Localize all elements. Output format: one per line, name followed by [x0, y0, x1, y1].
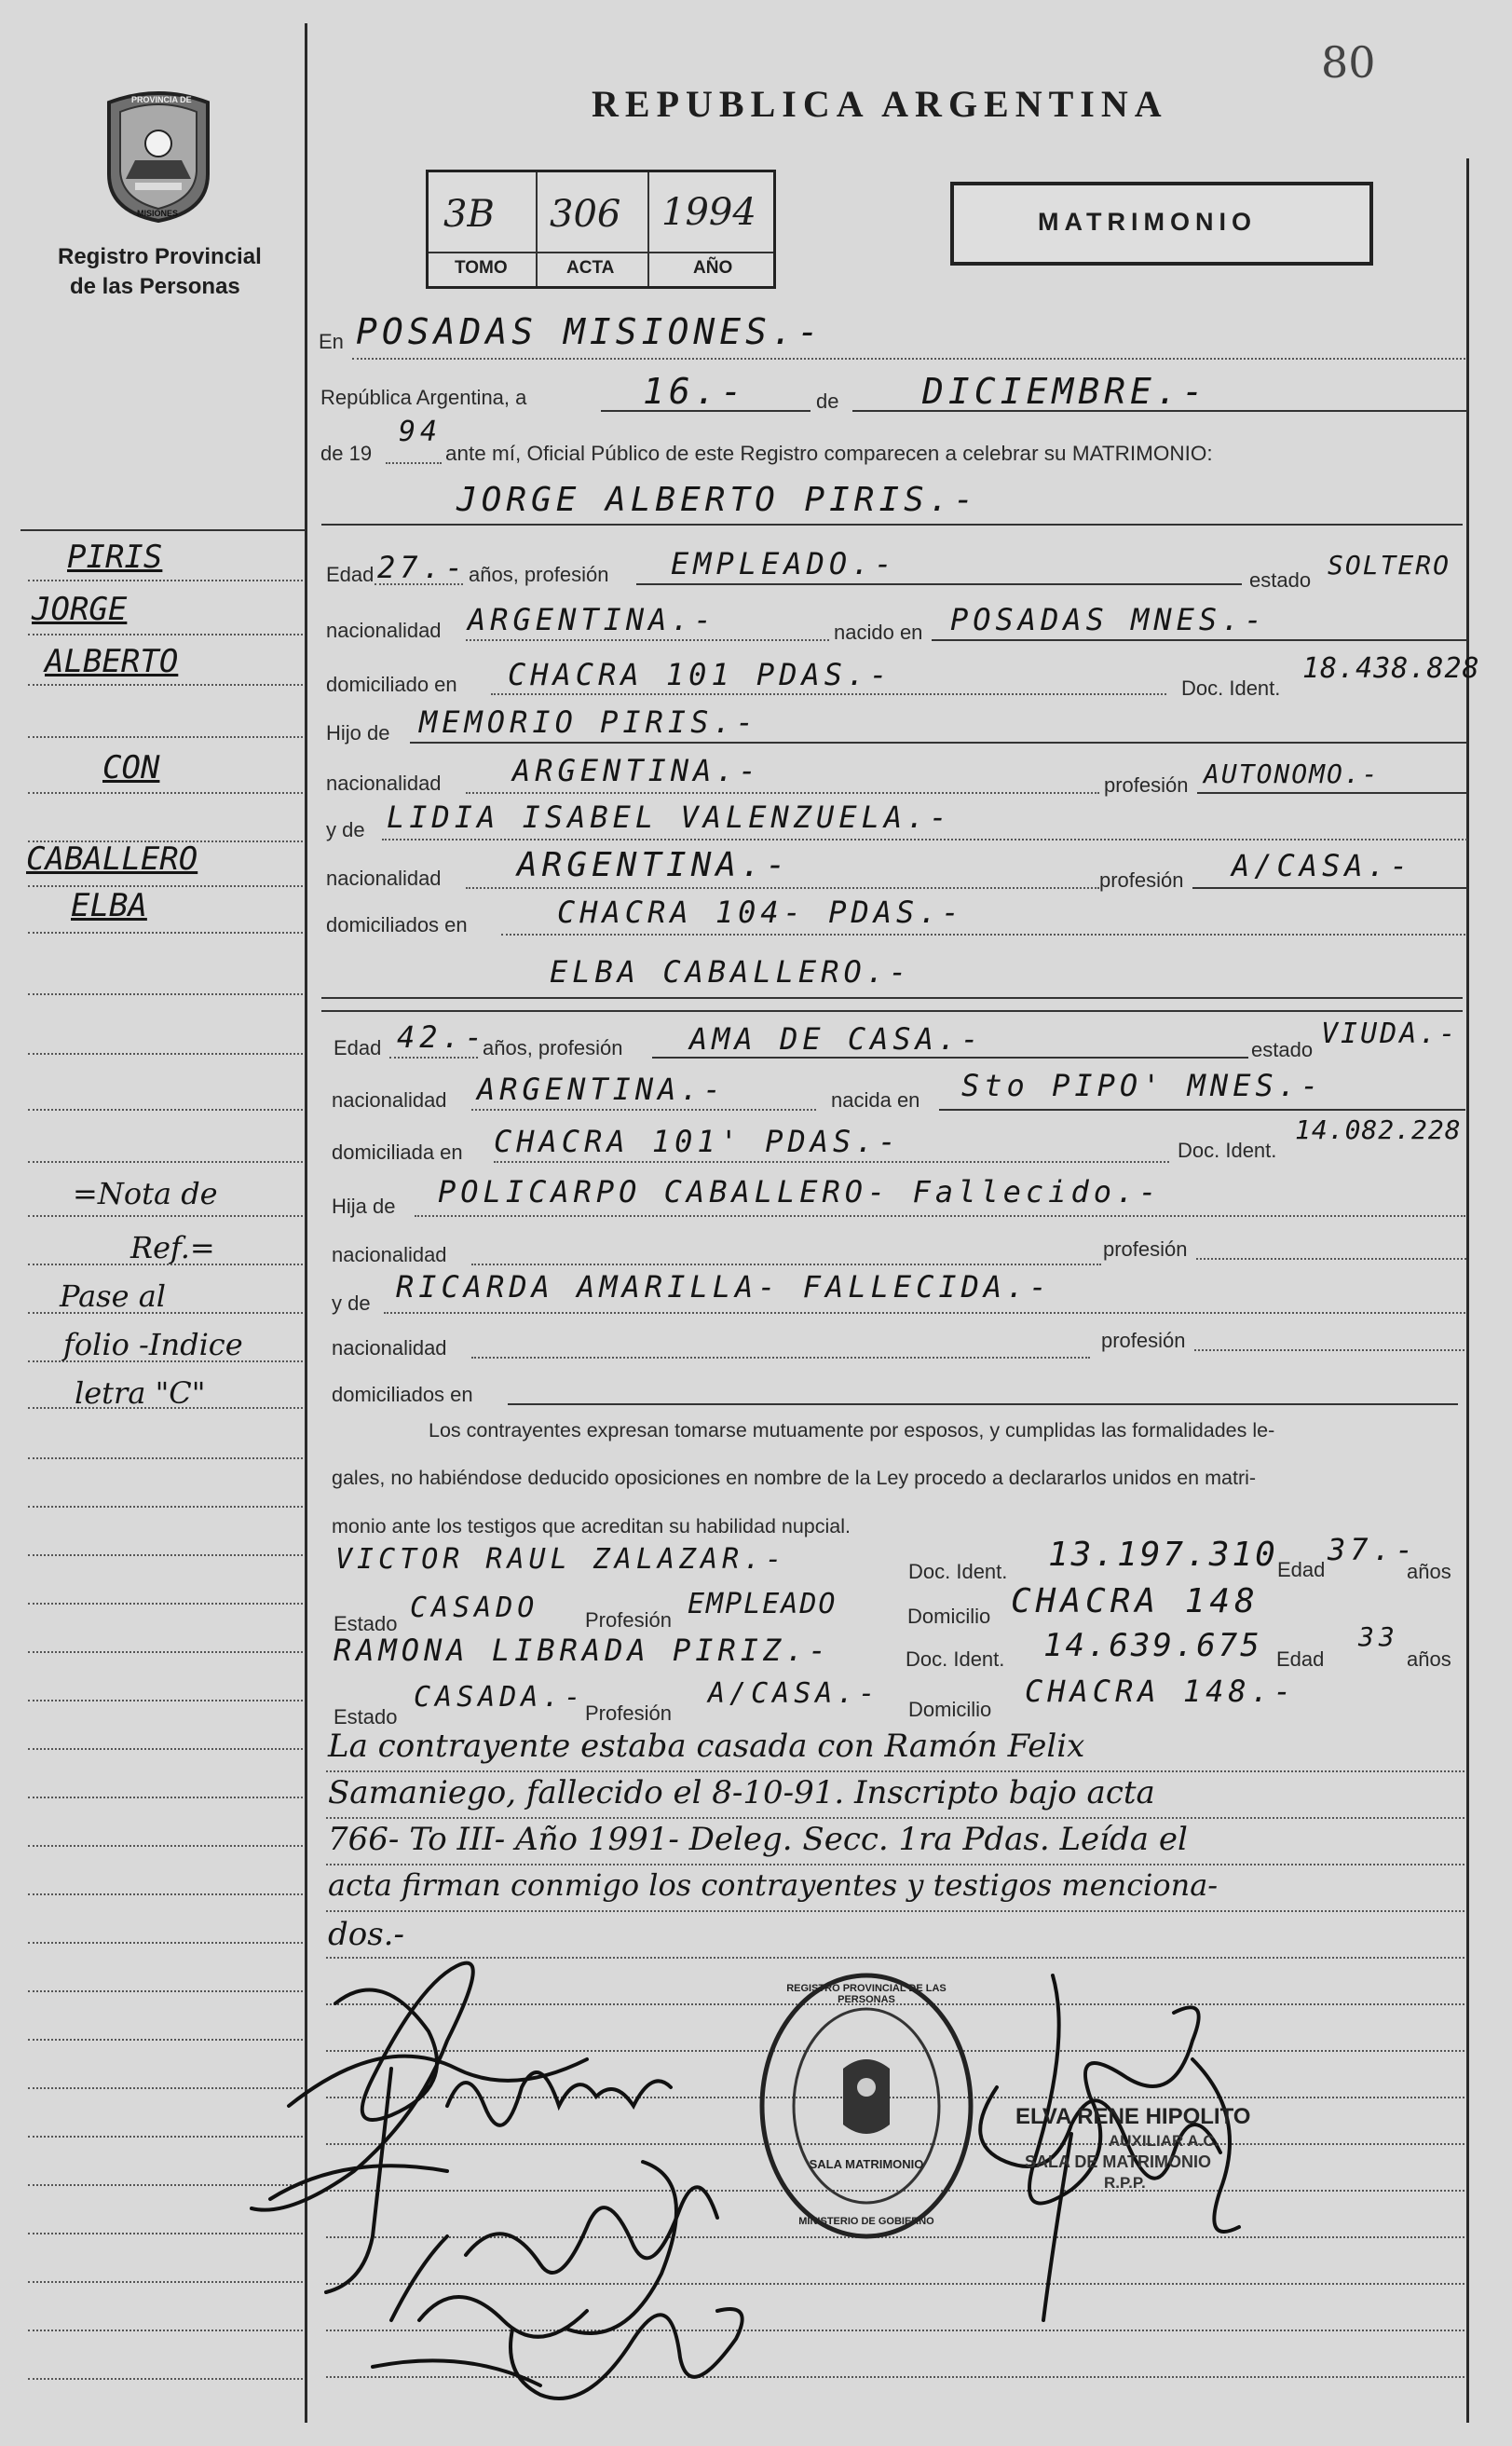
witness2-doc-ident-label: Doc. Ident. [906, 1647, 1005, 1671]
margin-note-4: letra "C" [75, 1375, 206, 1411]
witness1-doc-ident-label: Doc. Ident. [908, 1560, 1008, 1583]
groom-father-profession: AUTONOMO.- [1204, 758, 1380, 789]
witness1-age: 37.- [1328, 1532, 1419, 1567]
month-value: DICIEMBRE.- [922, 371, 1208, 412]
page-number: 80 [1321, 37, 1376, 88]
margin-name-2: ALBERTO [45, 643, 179, 680]
groom-age: 27.- [377, 550, 469, 585]
groom-nacido-en-label: nacido en [834, 621, 923, 644]
bride-birthplace: Sto PIPO' MNES.- [961, 1068, 1324, 1103]
declaration-line1: Los contrayentes expresan tomarse mutuamente por esposos, y cumplidas las formalidades le- [429, 1419, 1275, 1442]
registry-name-line1: Registro Provincial [58, 244, 262, 269]
witness2-name: RAMONA LIBRADA PIRIZ.- [334, 1633, 831, 1668]
groom-parents-address: CHACRA 104- PDAS.- [557, 895, 964, 930]
note-line2: Samaniego, fallecido el 8-10-91. Inscripto bajo acta [328, 1774, 1155, 1811]
witness2-status: CASADA.- [414, 1681, 586, 1714]
bride-nationality: ARGENTINA.- [477, 1072, 726, 1107]
groom-mother-y-de-label: y de [326, 818, 365, 841]
republica-label: República Argentina, a [320, 386, 527, 409]
signatures-block [233, 1929, 1397, 2432]
de-label: de [816, 389, 839, 413]
seal-text-bottom: MISIONES [137, 209, 179, 218]
bride-father: POLICARPO CABALLERO- Fallecido.- [438, 1174, 1162, 1209]
bride-profession: AMA DE CASA.- [689, 1021, 984, 1057]
witness1-name: VICTOR RAUL ZALAZAR.- [335, 1543, 787, 1576]
groom-anos-profesion-label: años, profesión [469, 563, 609, 586]
right-border [1466, 158, 1469, 2423]
groom-status: SOLTERO [1328, 550, 1451, 581]
bride-estado-label: estado [1251, 1038, 1314, 1061]
witness1-status: CASADO [410, 1592, 539, 1624]
day-value: 16.- [643, 371, 747, 412]
groom-mother-nationality: ARGENTINA.- [517, 846, 791, 884]
margin-name-4: CABALLERO [26, 840, 198, 878]
place-value: POSADAS MISIONES.- [356, 311, 824, 352]
margin-name-0: PIRIS [67, 539, 163, 576]
official-line2: AUXILIAR A.C. [1109, 2132, 1219, 2150]
note-line3: 766- To III- Año 1991- Deleg. Secc. 1ra Pdas. Leída el [328, 1821, 1188, 1858]
margin-note-3: folio -Indice [63, 1327, 243, 1362]
witness2-domicilio-label: Domicilio [908, 1698, 992, 1721]
groom-doc-ident-label: Doc. Ident. [1181, 676, 1281, 700]
ano-label: AÑO [693, 258, 733, 278]
record-type-label: MATRIMONIO [1038, 208, 1257, 236]
bride-name: ELBA CABALLERO.- [550, 954, 912, 990]
official-line1: ELVA RENE HIPOLITO [1015, 2104, 1251, 2129]
groom-father-nacionalidad-label: nacionalidad [326, 772, 442, 795]
bride-hija-de-label: Hija de [332, 1195, 396, 1218]
official-line4: R.P.P. [1104, 2174, 1146, 2192]
bride-edad-label: Edad [334, 1036, 382, 1059]
acta-label: ACTA [566, 258, 615, 278]
witness2-address: CHACRA 148.- [1025, 1674, 1297, 1709]
provincial-seal [98, 86, 219, 224]
note-line1: La contrayente estaba casada con Ramón Felix [328, 1728, 1085, 1765]
witness1-profesion-label: Profesión [585, 1608, 672, 1632]
witness1-address: CHACRA 148 [1011, 1582, 1260, 1620]
margin-note-1: Ref.= [130, 1230, 215, 1265]
groom-mother-profesion-label: profesión [1099, 868, 1184, 892]
witness2-profession: A/CASA.- [708, 1677, 880, 1710]
groom-birthplace: POSADAS MNES.- [950, 602, 1267, 637]
bride-status: VIUDA.- [1321, 1018, 1459, 1050]
bride-nacionalidad-label: nacionalidad [332, 1088, 447, 1112]
margin-note-0: =Nota de [73, 1176, 218, 1211]
witness2-anos-label: años [1407, 1647, 1451, 1671]
bride-doc-id: 14.082.228 [1295, 1114, 1462, 1145]
groom-profession: EMPLEADO.- [671, 546, 897, 581]
bride-father-profesion-label: profesión [1103, 1237, 1188, 1261]
bride-domiciliada-label: domiciliada en [332, 1141, 463, 1164]
margin-name-3: CON [102, 749, 160, 786]
groom-father-nationality: ARGENTINA.- [512, 753, 761, 788]
bride-parents-domiciliados-label: domiciliados en [332, 1383, 473, 1406]
groom-mother-profession: A/CASA.- [1232, 848, 1413, 883]
declaration-line3: monio ante los testigos que acreditan su habilidad nupcial. [332, 1515, 851, 1537]
groom-parents-domiciliados-label: domiciliados en [326, 913, 468, 936]
groom-name: JORGE ALBERTO PIRIS.- [456, 481, 979, 519]
witness1-edad-label: Edad [1277, 1558, 1326, 1581]
groom-mother: LIDIA ISABEL VALENZUELA.- [387, 799, 952, 835]
ano-value: 1994 [661, 191, 756, 234]
groom-domiciliado-label: domiciliado en [326, 673, 457, 696]
witness2-edad-label: Edad [1276, 1647, 1325, 1671]
witness1-domicilio-label: Domicilio [907, 1605, 991, 1628]
en-label: En [319, 330, 344, 353]
year-suffix: 94 [399, 416, 443, 448]
groom-nacionalidad-label: nacionalidad [326, 619, 442, 642]
tomo-label: TOMO [455, 258, 508, 278]
witness1-estado-label: Estado [334, 1612, 398, 1635]
witness2-estado-label: Estado [334, 1705, 398, 1729]
bride-anos-profesion-label: años, profesión [483, 1036, 623, 1059]
preamble-text: ante mí, Oficial Público de este Registro comparecen a celebrar su MATRIMONIO: [445, 442, 1213, 465]
bride-age: 42.- [397, 1019, 488, 1055]
bride-father-nacionalidad-label: nacionalidad [332, 1243, 447, 1266]
seal-center-text: SALA MATRIMONIO [809, 2157, 924, 2171]
groom-mother-nacionalidad-label: nacionalidad [326, 867, 442, 890]
witness2-doc: 14.639.675 [1043, 1627, 1262, 1664]
tomo-value: 3B [443, 193, 495, 236]
acta-value: 306 [550, 193, 621, 236]
margin-name-5: ELBA [71, 887, 147, 924]
record-number-box [426, 170, 776, 289]
witness1-doc: 13.197.310 [1048, 1536, 1278, 1574]
witness1-anos-label: años [1407, 1560, 1451, 1583]
groom-father: MEMORIO PIRIS.- [419, 704, 758, 740]
margin-name-1: JORGE [32, 591, 128, 628]
margin-note-2: Pase al [60, 1278, 167, 1314]
witness1-profession: EMPLEADO [688, 1588, 838, 1620]
groom-estado-label: estado [1249, 568, 1312, 592]
bride-address: CHACRA 101' PDAS.- [494, 1124, 901, 1159]
note-line4: acta firman conmigo los contrayentes y testigos menciona- [328, 1867, 1219, 1903]
witness2-profesion-label: Profesión [585, 1701, 672, 1725]
bride-mother-y-de-label: y de [332, 1291, 371, 1315]
groom-edad-label: Edad [326, 563, 375, 586]
registry-name-line2: de las Personas [70, 274, 240, 299]
groom-address: CHACRA 101 PDAS.- [508, 657, 892, 692]
note-line5: dos.- [328, 1916, 404, 1953]
bride-mother-nacionalidad-label: nacionalidad [332, 1336, 447, 1360]
seal-text-top: PROVINCIA DE [131, 95, 192, 104]
seal-ring-text: REGISTRO PROVINCIAL DE LAS PERSONAS [786, 1983, 947, 2005]
groom-hijo-de-label: Hijo de [326, 721, 390, 745]
declaration-line2: gales, no habiéndose deducido oposiciones en nombre de la Ley procedo a declararlos unidos en matri- [332, 1467, 1257, 1489]
bride-mother-profesion-label: profesión [1101, 1329, 1186, 1352]
official-line3: SALA DE MATRIMONIO [1025, 2152, 1211, 2171]
bride-doc-ident-label: Doc. Ident. [1178, 1139, 1277, 1162]
groom-doc-id: 18.438.828 [1302, 652, 1480, 685]
bride-mother: RICARDA AMARILLA- FALLECIDA.- [396, 1269, 1052, 1305]
seal-bottom-text: MINISTERIO DE GOBIERNO [798, 2216, 934, 2227]
groom-father-profesion-label: profesión [1104, 773, 1189, 797]
year-prefix: de 19 [320, 442, 373, 465]
official-seal [755, 1966, 978, 2246]
bride-nacida-en-label: nacida en [831, 1088, 920, 1112]
witness2-age: 33 [1358, 1621, 1399, 1652]
groom-nationality: ARGENTINA.- [468, 602, 716, 637]
record-type-box [950, 182, 1373, 266]
country-title: REPUBLICA ARGENTINA [592, 83, 1168, 125]
official-name-stamp [1015, 2104, 1295, 2193]
